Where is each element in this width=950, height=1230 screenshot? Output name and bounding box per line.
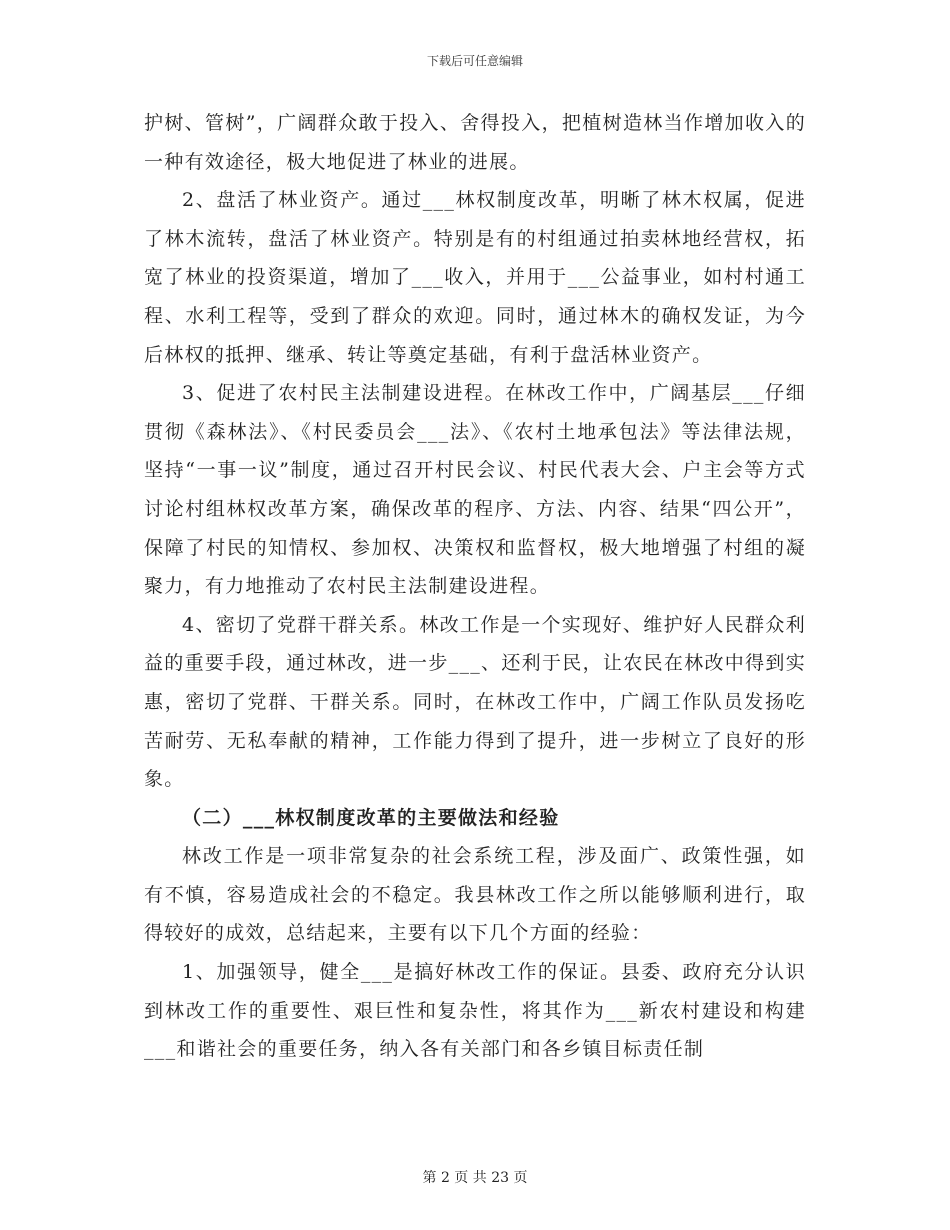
paragraph-item-4: 4、密切了党群干群关系。林改工作是一个实现好、维护好人民群众利益的重要手段，通过林改，进一步___、还利于民，让农民在林改中得到实惠，密切了党群、干群关系。同时，在林改工作中，广阔工作队员发扬吃苦耐劳、无私奉献的精神，工作能力得到了提升，进一步树立了良好的形象。 [144,613,806,791]
paragraph-experience-1: 1、加强领导，健全___是搞好林改工作的保证。县委、政府充分认识到林改工作的重要性、艰巨性和复杂性，将其作为___新农村建设和构建___和谐社会的重要任务，纳入各有关部门和各乡镇目标责任制 [144,961,806,1061]
section-heading: （二）___林权制度改革的主要做法和经验 [182,806,560,829]
paragraph-item-2: 2、盘活了林业资产。通过___林权制度改革，明晰了林木权属，促进了林木流转，盘活了林业资产。特别是有的村组通过拍卖林地经营权，拓宽了林业的投资渠道，增加了___收入，并用于___公益事业，如村村通工程、水利工程等，受到了群众的欢迎。同时，通过林木的确权发证，为今后林权的抵押、继承、转让等奠定基础，有利于盘活林业资产。 [144,189,806,366]
paragraph-item-3: 3、促进了农村民主法制建设进程。在林改工作中，广阔基层___仔细贯彻《森林法》、《村民委员会___法》、《农村土地承包法》等法律法规，坚持“一事一议”制度，通过召开村民会议、村民代表大会、户主会等方式讨论村组林权改革方案，确保改革的程序、方法、内容、结果“四公开”，保障了村民的知情权、参加权、决策权和监督权，极大地增强了村组的凝聚力，有力地推动了农村民主法制建设进程。 [144,382,806,598]
paragraph-continuation: 护树、管树”，广阔群众敢于投入、舍得投入，把植树造林当作增加收入的一种有效途径，极大地促进了林业的进展。 [144,112,806,173]
page-header: 下载后可任意编辑 [426,54,523,68]
document-body [144,104,806,1069]
page-number-footer: 第 2 页 共 23 页 [422,1170,528,1186]
paragraph-intro: 林改工作是一项非常复杂的社会系统工程，涉及面广、政策性强，如有不慎，容易造成社会的不稳定。我县林改工作之所以能够顺利进行，取得较好的成效，总结起来，主要有以下几个方面的经验： [144,845,806,945]
